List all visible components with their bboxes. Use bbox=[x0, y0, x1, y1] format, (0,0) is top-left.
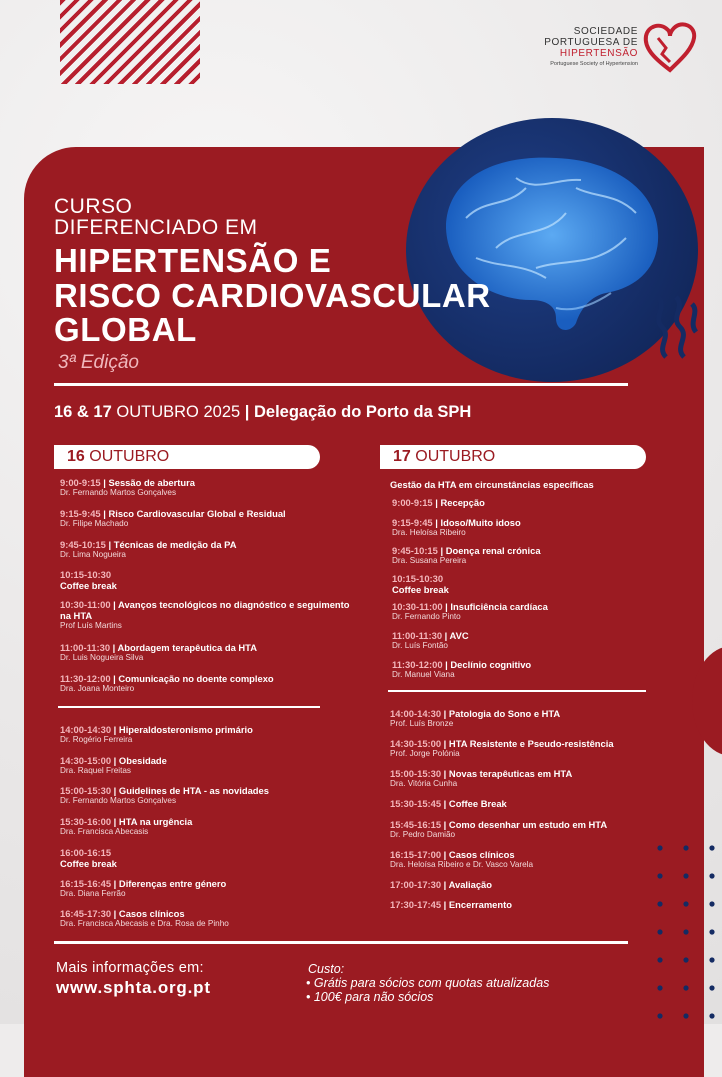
time-separator: | bbox=[110, 673, 119, 684]
time-separator: | bbox=[111, 724, 119, 735]
schedule-speaker: Prof. Jorge Polónia bbox=[390, 749, 460, 758]
schedule-item-heading bbox=[60, 878, 350, 889]
day2-subtitle: Gestão da HTA em circunstâncias específicas bbox=[390, 479, 594, 490]
schedule-time: 9:15-9:45 bbox=[392, 517, 433, 528]
time-separator: | bbox=[110, 599, 119, 610]
schedule-speaker: Dr. Lima Nogueira bbox=[60, 550, 126, 559]
time-separator: | bbox=[110, 642, 118, 653]
cost-item-nonmembers: • 100€ para não sócios bbox=[306, 990, 434, 1004]
schedule-item bbox=[392, 545, 682, 566]
schedule-title: Comunicação no doente complexo bbox=[118, 673, 274, 684]
schedule-item bbox=[60, 755, 350, 776]
schedule-item bbox=[390, 738, 680, 759]
decorative-stripes bbox=[60, 0, 200, 84]
schedule-title: AVC bbox=[449, 630, 469, 641]
time-separator: | bbox=[441, 708, 449, 719]
event-month: OUTUBRO 2025 bbox=[116, 403, 241, 421]
time-separator: | bbox=[432, 517, 441, 528]
event-venue: Delegação do Porto da SPH bbox=[254, 403, 472, 421]
schedule-item bbox=[60, 724, 350, 745]
schedule-item-heading bbox=[390, 879, 680, 890]
schedule-item bbox=[60, 878, 350, 899]
schedule-time: 15:00-15:30 bbox=[60, 785, 112, 796]
time-separator: | bbox=[105, 539, 114, 550]
schedule-time: 10:15-10:30 bbox=[392, 573, 444, 584]
time-separator: | bbox=[441, 768, 449, 779]
schedule-speaker: Dr. Fernando Martos Gonçalves bbox=[60, 796, 177, 805]
schedule-title: Risco Cardiovascular Global e Residual bbox=[108, 508, 286, 519]
schedule-item-heading bbox=[60, 539, 350, 550]
schedule-item bbox=[390, 819, 680, 840]
day1-divider bbox=[58, 706, 320, 708]
schedule-item bbox=[392, 601, 682, 622]
schedule-item-heading bbox=[60, 755, 350, 766]
schedule-item-heading bbox=[60, 642, 350, 653]
title-course: CURSO bbox=[54, 195, 133, 218]
schedule-time: 16:45-17:30 bbox=[60, 908, 112, 919]
cost-block bbox=[308, 962, 549, 1004]
schedule-title: Guidelines de HTA - as novidades bbox=[118, 785, 269, 796]
schedule-item bbox=[390, 899, 680, 910]
schedule-title: Doença renal crónica bbox=[445, 545, 541, 556]
schedule-time: 9:45-10:15 bbox=[60, 539, 106, 550]
schedule-title: Casos clínicos bbox=[448, 849, 515, 860]
schedule-item-heading bbox=[60, 816, 350, 827]
wave-decoration-icon bbox=[650, 292, 700, 372]
schedule-speaker: Dra. Susana Pereira bbox=[392, 556, 467, 565]
time-separator: | bbox=[432, 497, 441, 508]
schedule-item bbox=[60, 569, 350, 591]
title-main-line2: RISCO CARDIOVASCULAR bbox=[54, 277, 491, 314]
schedule-title: Declínio cognitivo bbox=[450, 659, 532, 670]
schedule-title: Abordagem terapêutica da HTA bbox=[117, 642, 257, 653]
schedule-title: Avaliação bbox=[448, 879, 492, 890]
schedule-time: 15:30-16:00 bbox=[60, 816, 112, 827]
time-separator: | bbox=[437, 545, 446, 556]
schedule-time: 11:30-12:00 bbox=[60, 673, 111, 684]
schedule-time: 9:00-9:15 bbox=[392, 497, 433, 508]
schedule-title: HTA Resistente e Pseudo-resistência bbox=[448, 738, 614, 749]
time-separator: | bbox=[442, 659, 451, 670]
schedule-item-heading bbox=[390, 819, 680, 830]
schedule-time: 10:15-10:30 bbox=[60, 569, 112, 580]
schedule-item-heading bbox=[60, 785, 350, 796]
schedule-title: Sessão de abertura bbox=[108, 477, 195, 488]
schedule-time: 10:30-11:00 bbox=[392, 601, 443, 612]
schedule-speaker: Dr. Fernando Martos Gonçalves bbox=[60, 488, 177, 497]
schedule-item bbox=[392, 497, 682, 508]
schedule-speaker: Dr. Filipe Machado bbox=[60, 519, 129, 528]
logo-subtitle: Portuguese Society of Hypertension bbox=[550, 61, 638, 67]
time-separator: | bbox=[100, 508, 109, 519]
schedule-item-heading bbox=[390, 708, 680, 719]
schedule-item-heading bbox=[390, 738, 680, 749]
time-separator: | bbox=[441, 849, 449, 860]
schedule-time: 16:15-17:00 bbox=[390, 849, 442, 860]
time-separator: | bbox=[111, 878, 119, 889]
schedule-time: 15:45-16:15 bbox=[390, 819, 442, 830]
schedule-title: Recepção bbox=[440, 497, 485, 508]
time-separator: | bbox=[441, 738, 449, 749]
schedule-time: 14:30-15:00 bbox=[60, 755, 112, 766]
schedule-item-heading bbox=[390, 899, 680, 910]
schedule-item-heading bbox=[60, 508, 350, 519]
schedule-time: 11:30-12:00 bbox=[392, 659, 443, 670]
schedule-item-heading bbox=[60, 599, 350, 621]
schedule-speaker: Dra. Raquel Freitas bbox=[60, 766, 131, 775]
schedule-item bbox=[60, 599, 350, 631]
time-separator: | bbox=[441, 819, 449, 830]
heart-logo-icon bbox=[640, 20, 700, 76]
schedule-item-heading bbox=[60, 673, 350, 684]
day2-divider bbox=[388, 690, 646, 692]
schedule-time: 17:00-17:30 bbox=[390, 879, 442, 890]
schedule-time: 10:30-11:00 bbox=[60, 599, 111, 610]
schedule-time: 17:30-17:45 bbox=[390, 899, 442, 910]
schedule-item bbox=[60, 908, 350, 929]
schedule-item-heading bbox=[60, 847, 350, 869]
schedule-item bbox=[60, 539, 350, 560]
schedule-title: Obesidade bbox=[118, 755, 167, 766]
schedule-item-heading bbox=[390, 768, 680, 779]
schedule-item-heading bbox=[390, 798, 680, 809]
title-main-line3: GLOBAL bbox=[54, 311, 197, 348]
schedule-title: Coffee break bbox=[60, 858, 117, 869]
day2-header bbox=[380, 445, 646, 469]
event-separator: | bbox=[244, 403, 250, 421]
schedule-item-heading bbox=[392, 659, 682, 670]
schedule-item bbox=[392, 630, 682, 651]
schedule-title: HTA na urgência bbox=[118, 816, 193, 827]
time-separator: | bbox=[111, 785, 119, 796]
schedule-title: Insuficiência cardíaca bbox=[450, 601, 548, 612]
edition-label: 3ª Edição bbox=[58, 352, 139, 373]
day2-month: OUTUBRO bbox=[415, 448, 496, 465]
schedule-title: Idoso/Muito idoso bbox=[440, 517, 521, 528]
schedule-time: 11:00-11:30 bbox=[392, 630, 443, 641]
schedule-time: 14:00-14:30 bbox=[390, 708, 442, 719]
cost-label: Custo: bbox=[308, 962, 345, 976]
time-separator: | bbox=[111, 816, 119, 827]
schedule-title: Coffee break bbox=[392, 584, 449, 595]
logo-line2: PORTUGUESA DE bbox=[544, 37, 638, 48]
schedule-item-heading bbox=[392, 630, 682, 641]
schedule-item bbox=[60, 673, 350, 694]
schedule-speaker: Dra. Heloísa Ribeiro e Dr. Vasco Varela bbox=[390, 860, 534, 869]
title-differentiated: DIFERENCIADO EM bbox=[54, 216, 258, 239]
schedule-item bbox=[60, 642, 350, 663]
schedule-speaker: Dr. Pedro Damião bbox=[390, 830, 456, 839]
schedule-item-heading bbox=[60, 908, 350, 919]
schedule-item-heading bbox=[392, 497, 682, 508]
schedule-speaker: Dra. Heloísa Ribeiro bbox=[392, 528, 466, 537]
schedule-time: 9:45-10:15 bbox=[392, 545, 438, 556]
schedule-item bbox=[390, 768, 680, 789]
schedule-title: Encerramento bbox=[448, 899, 512, 910]
schedule-speaker: Dr. Luis Nogueira Silva bbox=[60, 653, 144, 662]
schedule-item bbox=[60, 477, 350, 498]
schedule-time: 16:00-16:15 bbox=[60, 847, 112, 858]
day2-number: 17 bbox=[393, 448, 411, 465]
more-info-label: Mais informações em: bbox=[56, 960, 204, 976]
schedule-speaker: Dr. Fernando Pinto bbox=[392, 612, 461, 621]
schedule-title: Casos clínicos bbox=[118, 908, 185, 919]
day1-header bbox=[54, 445, 320, 469]
schedule-item bbox=[390, 798, 680, 809]
schedule-item bbox=[60, 508, 350, 529]
schedule-item-heading bbox=[60, 477, 350, 488]
schedule-item bbox=[60, 816, 350, 837]
schedule-speaker: Dr. Manuel Viana bbox=[392, 670, 455, 679]
schedule-speaker: Dra. Joana Monteiro bbox=[60, 684, 135, 693]
time-separator: | bbox=[111, 755, 119, 766]
schedule-item bbox=[60, 847, 350, 869]
schedule-item-heading bbox=[392, 545, 682, 556]
schedule-speaker: Prof. Luís Bronze bbox=[390, 719, 454, 728]
schedule-speaker: Dra. Francisca Abecasis bbox=[60, 827, 149, 836]
time-separator: | bbox=[441, 879, 449, 890]
schedule-title: Técnicas de medição da PA bbox=[113, 539, 237, 550]
schedule-speaker: Dr. Luís Fontão bbox=[392, 641, 448, 650]
schedule-title: Hiperaldosteronismo primário bbox=[118, 724, 253, 735]
logo-line3: HIPERTENSÃO bbox=[559, 48, 638, 59]
schedule-title: Coffee Break bbox=[448, 798, 507, 809]
divider-top bbox=[54, 383, 628, 386]
time-separator: | bbox=[442, 601, 451, 612]
event-date-venue bbox=[54, 403, 471, 422]
schedule-item-heading bbox=[392, 573, 682, 595]
schedule-item bbox=[392, 573, 682, 595]
time-separator: | bbox=[441, 798, 449, 809]
schedule-time: 9:15-9:45 bbox=[60, 508, 101, 519]
schedule-time: 15:00-15:30 bbox=[390, 768, 442, 779]
cost-item-members-text: Grátis para sócios com quotas atualizadas bbox=[313, 976, 550, 990]
schedule-title: Como desenhar um estudo em HTA bbox=[448, 819, 608, 830]
schedule-time: 11:00-11:30 bbox=[60, 642, 111, 653]
title-main-line1: HIPERTENSÃO E bbox=[54, 242, 332, 279]
schedule-item-heading bbox=[390, 849, 680, 860]
schedule-time: 14:30-15:00 bbox=[390, 738, 442, 749]
schedule-item bbox=[392, 517, 682, 538]
schedule-title: Novas terapêuticas em HTA bbox=[448, 768, 573, 779]
schedule-time: 15:30-15:45 bbox=[390, 798, 442, 809]
day1-number: 16 bbox=[67, 448, 85, 465]
sph-logo bbox=[510, 20, 700, 82]
schedule-item bbox=[392, 659, 682, 680]
schedule-title: Patologia do Sono e HTA bbox=[448, 708, 561, 719]
schedule-item-heading bbox=[60, 569, 350, 591]
cost-item-nonmembers-text: 100€ para não sócios bbox=[313, 990, 434, 1004]
schedule-speaker: Dra. Diana Ferrão bbox=[60, 889, 126, 898]
schedule-item bbox=[390, 849, 680, 870]
website-link[interactable]: www.sphta.org.pt bbox=[56, 978, 211, 997]
schedule-speaker: Prof Luís Martins bbox=[60, 621, 122, 630]
schedule-speaker: Dr. Rogério Ferreira bbox=[60, 735, 133, 744]
schedule-time: 14:00-14:30 bbox=[60, 724, 112, 735]
schedule-title: Diferenças entre género bbox=[118, 878, 227, 889]
time-separator: | bbox=[441, 899, 449, 910]
time-separator: | bbox=[442, 630, 450, 641]
schedule-title: Avanços tecnológicos no diagnóstico e seguimento na HTA bbox=[60, 599, 350, 621]
schedule-time: 9:00-9:15 bbox=[60, 477, 101, 488]
logo-line1: SOCIEDADE bbox=[573, 26, 638, 37]
logo-text bbox=[544, 26, 638, 70]
schedule-title: Coffee break bbox=[60, 580, 117, 591]
day1-month: OUTUBRO bbox=[89, 448, 170, 465]
schedule-item bbox=[390, 708, 680, 729]
schedule-item-heading bbox=[392, 517, 682, 528]
divider-bottom bbox=[54, 941, 628, 944]
time-separator: | bbox=[111, 908, 119, 919]
event-days: 16 & 17 bbox=[54, 403, 112, 421]
schedule-speaker: Dra. Francisca Abecasis e Dra. Rosa de Pinho bbox=[60, 919, 229, 928]
schedule-time: 16:15-16:45 bbox=[60, 878, 112, 889]
cost-item-members: • Grátis para sócios com quotas atualizadas bbox=[306, 976, 550, 990]
schedule-item bbox=[390, 879, 680, 890]
time-separator: | bbox=[100, 477, 109, 488]
schedule-speaker: Dra. Vitória Cunha bbox=[390, 779, 458, 788]
schedule-item-heading bbox=[60, 724, 350, 735]
schedule-item bbox=[60, 785, 350, 806]
schedule-item-heading bbox=[392, 601, 682, 612]
